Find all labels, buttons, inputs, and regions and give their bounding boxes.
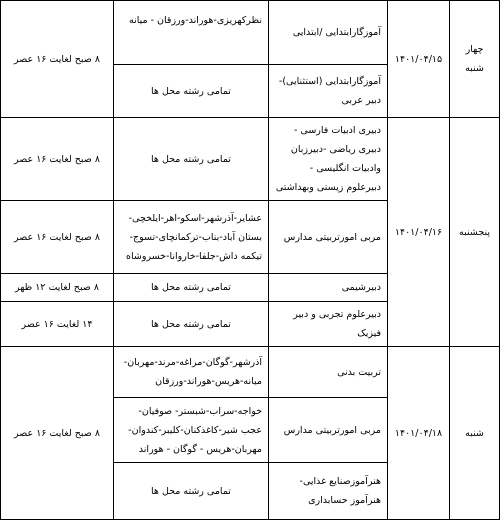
- course-cell: آموزگارابتدایی (استثنایی)-دبیر عربی: [278, 76, 381, 106]
- course-cell: مربی امورتربیتی مدارس: [283, 424, 381, 436]
- regions-cell: آذرشهر-گوگان-مراغه-مرند-مهربان-میانه-هریس-هوراند-ورزقان: [123, 357, 262, 387]
- time-cell: ۸ صبح لغایت ۱۶ عصر: [14, 427, 100, 439]
- regions-cell: تمامی رشته محل ها: [151, 318, 231, 330]
- regions-cell: خواجه-سراب-شبستر- صوفیان-عجب شیر-کاغذکنان-کلیبر-کندوان-مهربان-هریس - گوگان - هوراند: [128, 405, 262, 455]
- time-cell: ۱۴ لغایت ۱۶ عصر: [21, 318, 93, 330]
- day-cell: چهار شنبه: [465, 44, 484, 74]
- regions-cell: عشایر-آذرشهر-اسکو-اهر-ایلخچی-بستان آباد-بناب-ترکمانچای-تسوج- تیکمه داش-جلفا-خاروانا-خسروشاه: [126, 212, 262, 262]
- time-cell: ۸ صبح لغایت ۱۶ عصر: [14, 153, 100, 165]
- course-cell: دبیرعلوم تجربی و دبیر فیزیک: [293, 309, 381, 339]
- course-cell: تربیت بدنی: [337, 366, 381, 378]
- regions-cell: تمامی رشته محل ها: [151, 153, 231, 165]
- course-cell: هنرآموزصنایع غذایی- هنرآموز حسابداری: [299, 476, 381, 506]
- date-cell: ۱۴۰۱/۰۴/۱۶: [394, 226, 443, 238]
- time-cell: ۸ صبح لغایت ۱۶ عصر: [14, 231, 100, 243]
- day-cell: پنجشنبه: [459, 226, 490, 238]
- time-cell: ۸ صبح لغایت ۱۶ عصر: [14, 53, 100, 65]
- course-cell: دبیری ادبیات فارسی - دبیری ریاضی -دبیرزبان وادبیات انگلیسی - دبیرعلوم زیستی وبهداشتی: [275, 125, 381, 193]
- regions-cell: تمامی رشته محل ها: [151, 282, 231, 293]
- day-cell: شنبه: [465, 427, 484, 439]
- date-cell: ۱۴۰۱/۰۴/۱۵: [394, 53, 443, 65]
- course-cell: آموزگارابتدایی /ابتدایی: [292, 27, 381, 38]
- time-cell: ۸ صبح لغایت ۱۲ ظهر: [15, 282, 100, 293]
- regions-cell: تمامی رشته محل ها: [151, 485, 231, 497]
- regions-cell: نظرکهریزی-هوراند-ورزقان - میانه: [128, 15, 262, 26]
- date-cell: ۱۴۰۱/۰۴/۱۸: [394, 427, 443, 439]
- course-cell: مربی امورتربیتی مدارس: [283, 231, 381, 243]
- course-cell: دبیرشیمی: [341, 282, 381, 293]
- regions-cell: تمامی رشته محل ها: [151, 85, 231, 97]
